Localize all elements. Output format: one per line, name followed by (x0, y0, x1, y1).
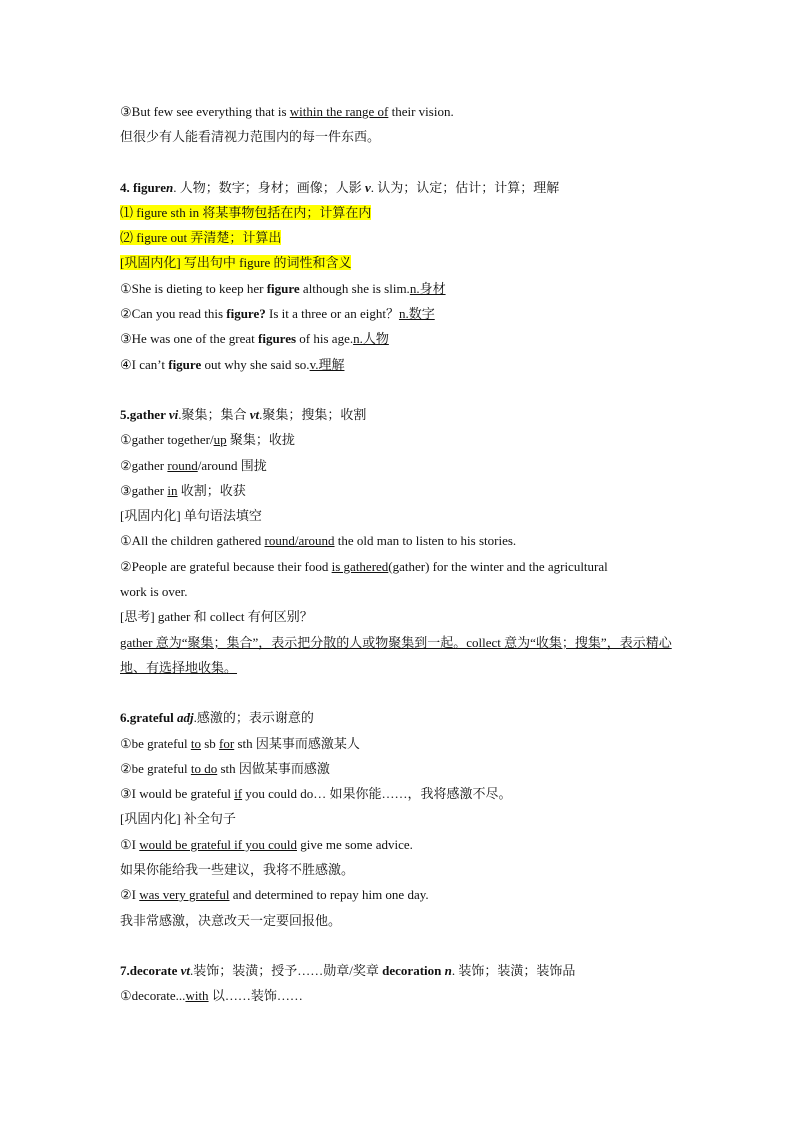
s5-ex1-post: the old man to listen to his stories. (334, 533, 517, 549)
s6-ex2-pre: ②I (120, 887, 140, 903)
s4-ex1-answer: n.身材 (409, 280, 446, 296)
s7-heading-word: 7.decorate (120, 962, 181, 978)
s6-p2-pre: ②be grateful (120, 760, 191, 776)
s5-p2-post: /around 围拢 (197, 457, 267, 473)
s4-phrase-2 (120, 225, 680, 250)
s4-ex4-answer: v.理解 (309, 356, 345, 372)
s5-heading (120, 402, 680, 427)
s3-example-3-cn: 但很少有人能看清视力范围内的每一件东西。 (120, 129, 381, 145)
s6-ex2-answer: was very grateful (139, 887, 230, 903)
s6-heading-meaning: .感激的；表示谢意的 (193, 710, 314, 726)
s6-p1-answer-1: to (190, 735, 201, 751)
s4-drill-word: figure (239, 255, 271, 271)
s6-drill-heading: [巩固内化] 补全句子 (120, 811, 236, 827)
s5-ex2-post: (gather) for the winter and the agricultural (388, 558, 608, 574)
s6-phrase-3 (120, 781, 680, 806)
s4-heading-meaning-n: . 人物；数字；身材；画像；人影 (173, 179, 365, 195)
s4-ex2-answer: n.数字 (398, 306, 435, 322)
s7-p1-answer: with (185, 988, 209, 1004)
s5-example-1 (120, 528, 680, 553)
s4-phrase-1-text: ⑴ figure sth in 将某事物包括在内；计算在内 (120, 204, 372, 220)
s6-p3-pre: ③I would be grateful (120, 786, 235, 802)
s6-heading (120, 705, 680, 730)
s4-ex1-pre: ①She is dieting to keep her (120, 280, 267, 296)
s4-example-2 (120, 301, 680, 326)
s5-ex1-answer: round/around (264, 533, 335, 549)
s6-example-1 (120, 832, 680, 857)
s7-heading (120, 958, 680, 983)
s6-p1-mid: sb (200, 735, 220, 751)
s4-drill-pre: [巩固内化] 写出句中 (120, 255, 240, 271)
s4-example-4 (120, 352, 680, 377)
s6-heading-pos: adj (177, 710, 194, 726)
s4-example-3 (120, 326, 680, 351)
s6-ex1-answer: would be grateful if you could (139, 836, 297, 852)
s5-heading-word: 5.gather (120, 406, 169, 422)
s4-heading-meaning-v: . 认为；认定；估计；计算；理解 (370, 179, 560, 195)
s7-heading-pos: vt (180, 962, 191, 978)
s5-p1-cn: 聚集；收拢 (226, 432, 295, 448)
s6-ex2-post: and determined to repay him one day. (229, 887, 429, 903)
s4-heading-word: 4. figure (120, 179, 166, 195)
s6-p1-pre: ①be grateful (120, 735, 191, 751)
s5-p3-pre: ③gather (120, 482, 168, 498)
s5-p1-answer: up (213, 432, 227, 448)
s7-heading-meaning: .装饰；装潢；授予……勋章/奖章 (190, 962, 383, 978)
s5-phrase-3 (120, 478, 680, 503)
s5-p3-answer: in (167, 482, 178, 498)
s5-think-answer: gather 意为“聚集；集合”，表示把分散的人或物聚集到一起。collect 意为“收集；搜集”，表示精心地、有选择地收集。 (120, 634, 672, 675)
s4-ex3-bold: figures (258, 331, 297, 347)
s5-p3-cn: 收割；收获 (177, 482, 246, 498)
s4-drill-post: 的词性和含义 (270, 255, 352, 271)
s6-example-1-cn: 如果你能给我一些建议，我将不胜感激。 (120, 862, 355, 878)
s5-ex1-pre: ①All the children gathered (120, 533, 265, 549)
s5-ex2-pre: ②People are grateful because their food (120, 558, 332, 574)
s4-ex3-pre: ③He was one of the great (120, 331, 258, 347)
s4-ex2-bold: figure? (226, 306, 266, 322)
s4-ex3-answer: n.人物 (353, 331, 389, 347)
s4-ex2-post: Is it a three or an eight？ (265, 306, 399, 322)
s5-example-2 (120, 554, 680, 579)
s4-example-1 (120, 276, 680, 301)
s4-ex4-post: out why she said so. (201, 356, 310, 372)
s4-heading-pos-v: v (364, 179, 371, 195)
s7-p1-post: 以……装饰…… (208, 988, 303, 1004)
s3-ex3-answer: within the range of (289, 104, 389, 119)
s6-example-2-cn: 我非常感激，决意改天一定要回报他。 (120, 912, 342, 928)
s4-ex4-pre: ④I can’t (120, 356, 169, 372)
s6-example-2 (120, 882, 680, 907)
s5-p2-pre: ②gather (120, 457, 168, 473)
s3-ex3-pre: ③But few see everything that is (120, 104, 290, 119)
s7-p1-pre: ①decorate... (120, 988, 186, 1004)
s6-p2-answer: to do (190, 760, 218, 776)
s6-heading-word: 6.grateful (120, 710, 178, 726)
s5-p2-answer: round (167, 457, 198, 473)
s5-heading-pos-vt: vt (249, 406, 260, 422)
s7-heading-pos-2: n (444, 962, 452, 978)
s5-ex2-answer: is gathered (331, 558, 389, 574)
s7-heading-word-2: decoration (382, 962, 442, 978)
s5-heading-meaning-vi: .聚集；集合 (178, 406, 250, 422)
s4-phrase-1 (120, 200, 680, 225)
s3-example-3 (120, 99, 680, 124)
s5-phrase-1 (120, 427, 680, 452)
s4-drill-heading (120, 250, 680, 275)
s4-ex1-post: although she is slim. (299, 280, 410, 296)
s5-drill-heading: [巩固内化] 单句语法填空 (120, 508, 262, 524)
s4-heading (120, 175, 680, 200)
s7-phrase-1 (120, 983, 680, 1008)
s6-ex1-pre: ①I (120, 836, 140, 852)
s6-p3-answer: if (234, 786, 243, 802)
s5-p1-pre: ①gather together/ (120, 432, 214, 448)
s6-phrase-2 (120, 756, 680, 781)
s6-p1-post: sth 因某事而感激某人 (234, 735, 360, 751)
s6-phrase-1 (120, 731, 680, 756)
s4-ex2-pre: ②Can you read this (120, 306, 227, 322)
s4-phrase-2-text: ⑵ figure out 弄清楚；计算出 (120, 230, 282, 246)
s6-ex1-post: give me some advice. (297, 836, 413, 852)
s6-p1-answer-2: for (219, 735, 235, 751)
s4-ex4-bold: figure (168, 356, 202, 372)
s6-p3-post: you could do… 如果你能……，我将感激不尽。 (242, 786, 512, 802)
document-content (120, 99, 680, 1009)
s3-ex3-post: their vision. (388, 104, 454, 119)
s5-example-2-cont: work is over. (120, 584, 188, 600)
s4-ex1-bold: figure (266, 280, 300, 296)
s5-heading-pos-vi: vi (168, 406, 179, 422)
s7-heading-meaning-2: . 装饰；装潢；装饰品 (451, 962, 576, 978)
s5-phrase-2 (120, 453, 680, 478)
s4-heading-pos-n: n (165, 179, 174, 195)
s5-heading-meaning-vt: .聚集；搜集；收割 (259, 406, 367, 422)
s5-think-heading: [思考] gather 和 collect 有何区别？ (120, 609, 313, 625)
s4-ex3-post: of his age. (296, 331, 354, 347)
s6-p2-post: sth 因做某事而感激 (217, 760, 330, 776)
